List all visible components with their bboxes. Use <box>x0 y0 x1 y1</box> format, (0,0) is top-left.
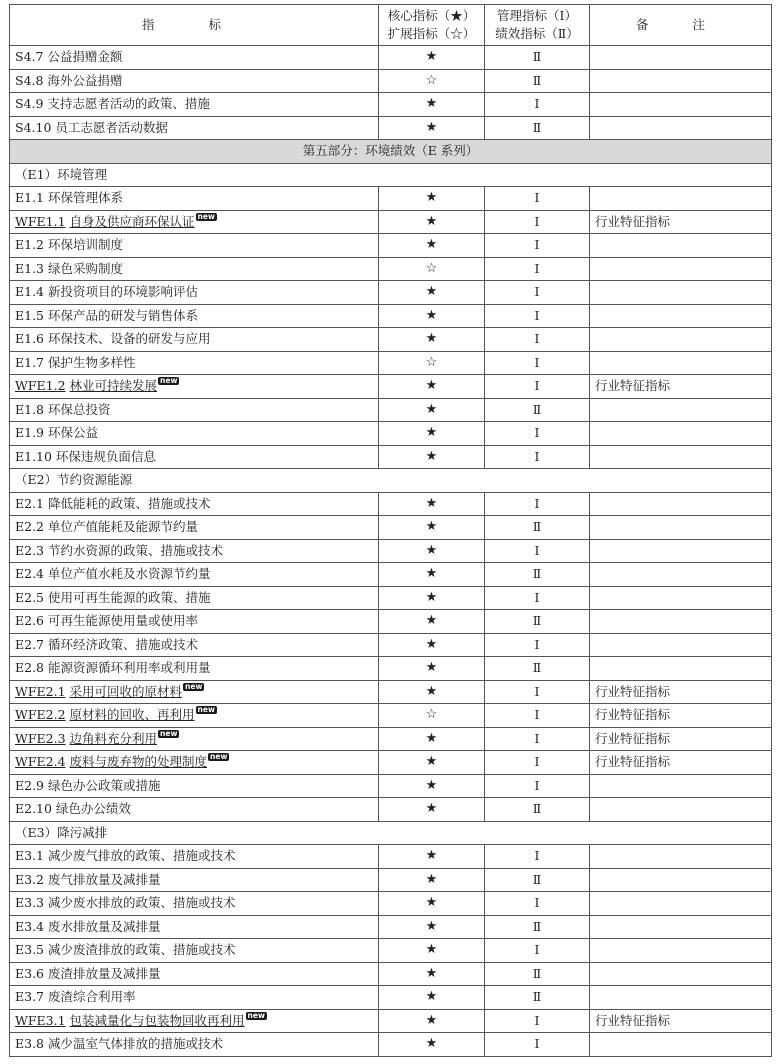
indicator-code: WFE1.2 <box>15 378 66 393</box>
core-extended-cell: ★ <box>379 93 485 117</box>
table-body <box>10 46 772 1057</box>
indicator-label: E1.4 新投资项目的环境影响评估 <box>15 284 198 299</box>
table-row <box>10 46 772 70</box>
table-row <box>10 304 772 328</box>
indicator-cell <box>10 116 379 140</box>
indicator-label: E2.8 能源资源循环利用率或利用量 <box>15 660 211 675</box>
indicator-code: WFE2.4 <box>15 754 66 769</box>
remark-cell <box>590 257 772 281</box>
core-extended-cell: ☆ <box>379 257 485 281</box>
indicator-cell <box>10 986 379 1010</box>
core-extended-cell: ★ <box>379 1009 485 1033</box>
core-extended-cell: ★ <box>379 328 485 352</box>
section-row <box>10 821 772 845</box>
management-performance-cell: Ⅱ <box>485 516 590 540</box>
header-management-performance <box>485 5 590 46</box>
indicator-label: 包装减量化与包装物回收再利用 <box>69 1012 245 1028</box>
remark-cell <box>590 328 772 352</box>
indicator-cell <box>10 1009 379 1033</box>
management-performance-cell: Ⅰ <box>485 492 590 516</box>
part-heading: 第五部分：环境绩效（E 系列） <box>10 140 772 164</box>
indicator-label: E2.4 单位产值水耗及水资源节约量 <box>15 566 211 581</box>
core-extended-cell: ★ <box>379 422 485 446</box>
indicator-cell <box>10 868 379 892</box>
part-heading-row <box>10 140 772 164</box>
header-performance-label: 绩效指标（Ⅱ） <box>495 26 579 41</box>
core-extended-cell: ★ <box>379 445 485 469</box>
indicator-cell <box>10 351 379 375</box>
core-extended-cell: ★ <box>379 962 485 986</box>
remark-cell <box>590 657 772 681</box>
remark-cell <box>590 915 772 939</box>
table-row <box>10 375 772 399</box>
indicator-label: S4.8 海外公益捐赠 <box>15 72 123 88</box>
indicator-label: E1.10 环保违规负面信息 <box>15 448 156 464</box>
remark-cell <box>590 610 772 634</box>
new-badge: new <box>197 211 215 221</box>
indicator-cell <box>10 281 379 305</box>
indicator-table <box>9 4 772 1057</box>
indicator-label: E3.5 减少废渣排放的政策、措施或技术 <box>15 942 236 957</box>
core-extended-cell: ★ <box>379 845 485 869</box>
header-remarks: 备 注 <box>590 5 772 46</box>
table-row <box>10 93 772 117</box>
indicator-label: S4.10 员工志愿者活动数据 <box>15 119 168 135</box>
indicator-code: WFE2.1 <box>15 683 66 699</box>
header-indicator: 指 标 <box>10 5 379 46</box>
core-extended-cell: ★ <box>379 939 485 963</box>
remark-cell <box>590 93 772 117</box>
management-performance-cell: Ⅰ <box>485 328 590 352</box>
remark-cell <box>590 633 772 657</box>
indicator-cell <box>10 257 379 281</box>
table-row <box>10 69 772 93</box>
management-performance-cell: Ⅰ <box>485 234 590 258</box>
remark-cell <box>590 563 772 587</box>
core-extended-cell: ★ <box>379 892 485 916</box>
core-extended-cell: ☆ <box>379 69 485 93</box>
indicator-cell <box>10 962 379 986</box>
indicator-cell <box>10 445 379 469</box>
indicator-label: E3.3 减少废水排放的政策、措施或技术 <box>15 895 236 910</box>
table-row <box>10 586 772 610</box>
table-row <box>10 868 772 892</box>
table-row <box>10 492 772 516</box>
indicator-label: E1.9 环保公益 <box>15 425 98 440</box>
management-performance-cell: Ⅰ <box>485 845 590 869</box>
management-performance-cell: Ⅰ <box>485 351 590 375</box>
remark-cell <box>590 868 772 892</box>
management-performance-cell: Ⅰ <box>485 939 590 963</box>
core-extended-cell: ★ <box>379 727 485 751</box>
management-performance-cell: Ⅱ <box>485 563 590 587</box>
remark-cell <box>590 69 772 93</box>
indicator-label: E3.2 废气排放量及减排量 <box>15 871 161 887</box>
indicator-label: 废料与废弃物的处理制度 <box>69 754 208 769</box>
indicator-cell <box>10 727 379 751</box>
core-extended-cell: ★ <box>379 586 485 610</box>
header-extended-label: 扩展指标（☆） <box>387 26 476 41</box>
indicator-cell <box>10 704 379 728</box>
table-row <box>10 727 772 751</box>
management-performance-cell: Ⅰ <box>485 93 590 117</box>
table-row <box>10 563 772 587</box>
indicator-cell <box>10 46 379 70</box>
management-performance-cell: Ⅱ <box>485 868 590 892</box>
section-heading: （E2）节约资源能源 <box>10 469 772 493</box>
management-performance-cell: Ⅰ <box>485 704 590 728</box>
indicator-cell <box>10 69 379 93</box>
core-extended-cell: ★ <box>379 281 485 305</box>
management-performance-cell: Ⅰ <box>485 1033 590 1057</box>
management-performance-cell: Ⅰ <box>485 304 590 328</box>
table-row <box>10 798 772 822</box>
management-performance-cell: Ⅱ <box>485 46 590 70</box>
new-badge: new <box>160 376 178 385</box>
table-row <box>10 657 772 681</box>
table-row <box>10 610 772 634</box>
management-performance-cell: Ⅱ <box>485 116 590 140</box>
table-row <box>10 257 772 281</box>
indicator-cell <box>10 798 379 822</box>
remark-cell <box>590 962 772 986</box>
indicator-label: E2.10 绿色办公绩效 <box>15 801 131 816</box>
remark-cell: 行业特征指标 <box>590 680 772 704</box>
table-row <box>10 187 772 211</box>
indicator-label: E2.3 节约水资源的政策、措施或技术 <box>15 542 223 558</box>
indicator-cell <box>10 492 379 516</box>
core-extended-cell: ★ <box>379 610 485 634</box>
table-row <box>10 939 772 963</box>
table-row <box>10 539 772 563</box>
indicator-label: E3.8 减少温室气体排放的措施或技术 <box>15 1036 223 1051</box>
remark-cell <box>590 46 772 70</box>
core-extended-cell: ★ <box>379 398 485 422</box>
header-management-label: 管理指标（Ⅰ） <box>497 8 577 23</box>
core-extended-cell: ☆ <box>379 704 485 728</box>
indicator-cell <box>10 939 379 963</box>
core-extended-cell: ★ <box>379 304 485 328</box>
indicator-label: 自身及供应商环保认证 <box>69 213 195 229</box>
indicator-label: 原材料的回收、再利用 <box>69 707 195 722</box>
indicator-cell <box>10 586 379 610</box>
management-performance-cell: Ⅰ <box>485 751 590 775</box>
core-extended-cell: ★ <box>379 751 485 775</box>
table-row <box>10 281 772 305</box>
management-performance-cell: Ⅰ <box>485 187 590 211</box>
indicator-cell <box>10 892 379 916</box>
indicator-label: E1.2 环保培训制度 <box>15 237 123 252</box>
indicator-label: E1.5 环保产品的研发与销售体系 <box>15 307 198 323</box>
indicator-cell <box>10 539 379 563</box>
management-performance-cell: Ⅰ <box>485 257 590 281</box>
management-performance-cell: Ⅰ <box>485 281 590 305</box>
indicator-cell <box>10 751 379 775</box>
table-row <box>10 445 772 469</box>
management-performance-cell: Ⅰ <box>485 1009 590 1033</box>
management-performance-cell: Ⅱ <box>485 657 590 681</box>
indicator-cell <box>10 187 379 211</box>
core-extended-cell: ★ <box>379 492 485 516</box>
indicator-cell <box>10 633 379 657</box>
indicator-label: E1.8 环保总投资 <box>15 401 111 417</box>
table-row <box>10 328 772 352</box>
indicator-cell <box>10 398 379 422</box>
table-row <box>10 633 772 657</box>
new-badge: new <box>160 728 178 738</box>
core-extended-cell: ★ <box>379 986 485 1010</box>
table-row <box>10 1033 772 1057</box>
indicator-label: S4.7 公益捐赠金额 <box>15 49 123 64</box>
core-extended-cell: ★ <box>379 187 485 211</box>
core-extended-cell: ★ <box>379 657 485 681</box>
indicator-cell <box>10 657 379 681</box>
table-row <box>10 1009 772 1033</box>
new-badge: new <box>185 681 203 691</box>
table-row <box>10 962 772 986</box>
indicator-cell <box>10 563 379 587</box>
remark-cell <box>590 445 772 469</box>
new-badge: new <box>210 752 228 761</box>
core-extended-cell: ★ <box>379 774 485 798</box>
remark-cell <box>590 986 772 1010</box>
management-performance-cell: Ⅱ <box>485 915 590 939</box>
core-extended-cell: ★ <box>379 539 485 563</box>
indicator-label: 边角料充分利用 <box>69 730 158 746</box>
core-extended-cell: ★ <box>379 116 485 140</box>
indicator-cell <box>10 304 379 328</box>
indicator-label: E3.4 废水排放量及减排量 <box>15 918 161 934</box>
core-extended-cell: ★ <box>379 798 485 822</box>
indicator-label: 林业可持续发展 <box>69 378 158 393</box>
remark-cell <box>590 798 772 822</box>
remark-cell <box>590 586 772 610</box>
management-performance-cell: Ⅰ <box>485 375 590 399</box>
remark-cell: 行业特征指标 <box>590 751 772 775</box>
management-performance-cell: Ⅰ <box>485 727 590 751</box>
remark-cell: 行业特征指标 <box>590 375 772 399</box>
table-row <box>10 398 772 422</box>
table-row <box>10 351 772 375</box>
indicator-label: E2.7 循环经济政策、措施或技术 <box>15 636 198 652</box>
section-heading: （E1）环境管理 <box>10 163 772 187</box>
table-row <box>10 915 772 939</box>
management-performance-cell: Ⅱ <box>485 798 590 822</box>
indicator-label: E1.7 保护生物多样性 <box>15 354 136 370</box>
remark-cell: 行业特征指标 <box>590 210 772 234</box>
indicator-label: S4.9 支持志愿者活动的政策、措施 <box>15 96 210 111</box>
table-row <box>10 422 772 446</box>
core-extended-cell: ★ <box>379 633 485 657</box>
management-performance-cell: Ⅰ <box>485 633 590 657</box>
remark-cell <box>590 774 772 798</box>
indicator-label: E3.6 废渣排放量及减排量 <box>15 965 161 981</box>
table-row <box>10 210 772 234</box>
remark-cell: 行业特征指标 <box>590 727 772 751</box>
remark-cell <box>590 892 772 916</box>
indicator-cell <box>10 93 379 117</box>
indicator-cell <box>10 516 379 540</box>
new-badge: new <box>247 1010 265 1020</box>
table-row <box>10 234 772 258</box>
indicator-cell <box>10 375 379 399</box>
management-performance-cell: Ⅰ <box>485 774 590 798</box>
indicator-label: E3.7 废渣综合利用率 <box>15 989 136 1004</box>
core-extended-cell: ★ <box>379 210 485 234</box>
indicator-cell <box>10 234 379 258</box>
header-core-extended <box>379 5 485 46</box>
indicator-cell <box>10 422 379 446</box>
indicator-label: E3.1 减少废气排放的政策、措施或技术 <box>15 848 236 863</box>
remark-cell <box>590 351 772 375</box>
indicator-code: WFE1.1 <box>15 213 66 229</box>
remark-cell <box>590 516 772 540</box>
remark-cell <box>590 304 772 328</box>
table-row <box>10 704 772 728</box>
section-row <box>10 469 772 493</box>
indicator-label: E2.6 可再生能源使用量或使用率 <box>15 613 198 628</box>
management-performance-cell: Ⅰ <box>485 680 590 704</box>
core-extended-cell: ★ <box>379 234 485 258</box>
table-row <box>10 751 772 775</box>
core-extended-cell: ★ <box>379 915 485 939</box>
management-performance-cell: Ⅰ <box>485 445 590 469</box>
section-heading: （E3）降污减排 <box>10 821 772 845</box>
remark-cell <box>590 422 772 446</box>
table-row <box>10 116 772 140</box>
indicator-code: WFE3.1 <box>15 1012 66 1028</box>
header-row <box>10 5 772 46</box>
indicator-label: 采用可回收的原材料 <box>69 683 183 699</box>
table-row <box>10 516 772 540</box>
core-extended-cell: ★ <box>379 868 485 892</box>
table-row <box>10 774 772 798</box>
management-performance-cell: Ⅰ <box>485 422 590 446</box>
indicator-label: E2.9 绿色办公政策或措施 <box>15 777 161 793</box>
table-row <box>10 680 772 704</box>
remark-cell <box>590 281 772 305</box>
management-performance-cell: Ⅰ <box>485 586 590 610</box>
core-extended-cell: ★ <box>379 375 485 399</box>
management-performance-cell: Ⅱ <box>485 610 590 634</box>
indicator-cell <box>10 210 379 234</box>
indicator-cell <box>10 774 379 798</box>
remark-cell: 行业特征指标 <box>590 704 772 728</box>
management-performance-cell: Ⅱ <box>485 986 590 1010</box>
indicator-cell <box>10 845 379 869</box>
core-extended-cell: ★ <box>379 1033 485 1057</box>
indicator-label: E1.1 环保管理体系 <box>15 190 123 205</box>
new-badge: new <box>197 705 215 714</box>
indicator-cell <box>10 1033 379 1057</box>
core-extended-cell: ★ <box>379 46 485 70</box>
indicator-label: E2.2 单位产值能耗及能源节约量 <box>15 519 198 534</box>
table-row <box>10 986 772 1010</box>
management-performance-cell: Ⅰ <box>485 210 590 234</box>
indicator-label: E1.6 环保技术、设备的研发与应用 <box>15 331 211 346</box>
header-core-label: 核心指标（★） <box>387 8 476 23</box>
indicator-code: WFE2.2 <box>15 707 66 722</box>
remark-cell <box>590 845 772 869</box>
indicator-cell <box>10 328 379 352</box>
management-performance-cell: Ⅱ <box>485 398 590 422</box>
table-row <box>10 845 772 869</box>
indicator-code: WFE2.3 <box>15 730 66 746</box>
remark-cell <box>590 116 772 140</box>
remark-cell <box>590 1033 772 1057</box>
management-performance-cell: Ⅰ <box>485 892 590 916</box>
core-extended-cell: ★ <box>379 680 485 704</box>
indicator-label: E1.3 绿色采购制度 <box>15 260 123 276</box>
indicator-cell <box>10 915 379 939</box>
remark-cell <box>590 234 772 258</box>
indicator-label: E2.1 降低能耗的政策、措施或技术 <box>15 495 211 511</box>
indicator-label: E2.5 使用可再生能源的政策、措施 <box>15 589 211 605</box>
core-extended-cell: ☆ <box>379 351 485 375</box>
remark-cell <box>590 398 772 422</box>
remark-cell: 行业特征指标 <box>590 1009 772 1033</box>
management-performance-cell: Ⅰ <box>485 539 590 563</box>
core-extended-cell: ★ <box>379 516 485 540</box>
section-row <box>10 163 772 187</box>
remark-cell <box>590 939 772 963</box>
core-extended-cell: ★ <box>379 563 485 587</box>
management-performance-cell: Ⅱ <box>485 69 590 93</box>
indicator-cell <box>10 610 379 634</box>
table-row <box>10 892 772 916</box>
indicator-cell <box>10 680 379 704</box>
remark-cell <box>590 539 772 563</box>
remark-cell <box>590 492 772 516</box>
management-performance-cell: Ⅱ <box>485 962 590 986</box>
remark-cell <box>590 187 772 211</box>
